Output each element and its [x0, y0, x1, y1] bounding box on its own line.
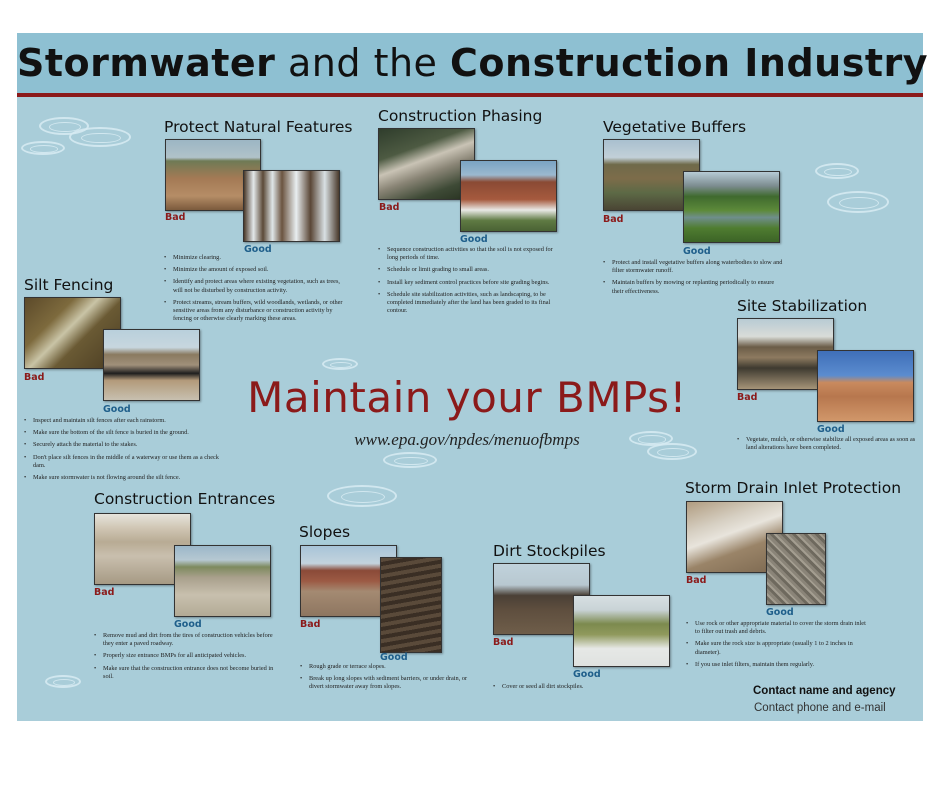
section-title-vegetative-buffers: Vegetative Buffers [603, 118, 747, 136]
water-ripple-icon [815, 163, 859, 179]
label-good: Good [460, 234, 488, 245]
water-ripple-icon [327, 485, 397, 507]
list-item: • Properly size entrance BMPs for all anticipated vehicles. [94, 652, 279, 660]
bullet-list-construction-phasing [378, 246, 558, 319]
list-item: • Maintain buffers by mowing or replanting periodically to ensure their effectiveness. [603, 279, 783, 295]
photo-good-completed-house [460, 160, 557, 232]
list-item: • Cover or seed all dirt stockpiles. [493, 683, 673, 691]
water-ripple-icon [322, 358, 358, 370]
list-item: • Vegetate, mulch, or otherwise stabilize all exposed areas as soon as land alterations have been completed. [737, 436, 917, 452]
label-good: Good [573, 669, 601, 680]
photo-good-gravel-entrance [174, 545, 271, 617]
bullet-list-silt-fencing [24, 417, 219, 486]
water-ripple-icon [21, 141, 65, 155]
water-ripple-icon [827, 191, 889, 213]
label-bad: Bad [603, 214, 624, 225]
page-title [17, 41, 928, 85]
water-ripple-icon [69, 127, 131, 147]
list-item: • Protect and install vegetative buffers along waterbodies to slow and filter stormwater runoff. [603, 259, 783, 275]
water-ripple-icon [45, 675, 81, 688]
list-item: • Make sure the bottom of the silt fence is buried in the ground. [24, 429, 219, 437]
water-ripple-icon [383, 452, 437, 468]
label-bad: Bad [165, 212, 186, 223]
list-item: • Install key sediment control practices before site grading begins. [378, 279, 558, 287]
title-banner [17, 33, 928, 97]
section-title-construction-entrances: Construction Entrances [94, 490, 276, 508]
list-item: • Minimize the amount of exposed soil. [164, 266, 344, 274]
list-item: • Use rock or other appropriate material to cover the storm drain inlet to filter out trash and debris. [686, 620, 866, 636]
list-item: • Break up long slopes with sediment barriers, or under drain, or divert stormwater away from slopes. [300, 675, 480, 691]
bullet-list-vegetative-buffers [603, 259, 783, 300]
label-bad: Bad [686, 575, 707, 586]
label-good: Good [244, 244, 272, 255]
bullet-list-protect-natural-features [164, 254, 344, 327]
title-part-2: and the [288, 41, 438, 85]
photo-good-mulched-area [817, 350, 914, 422]
title-part-1: Stormwater [17, 41, 276, 85]
label-bad: Bad [493, 637, 514, 648]
list-item: • Make sure that the construction entrance does not become buried in soil. [94, 665, 279, 681]
section-title-slopes: Slopes [299, 523, 351, 541]
bullet-list-slopes [300, 663, 480, 696]
list-item: • Don't place silt fences in the middle of a waterway or use them as a check dam. [24, 454, 219, 470]
list-item: • Rough grade or terrace slopes. [300, 663, 480, 671]
contact-phone: Contact phone and e-mail [754, 702, 886, 714]
label-good: Good [766, 607, 794, 618]
list-item: • Schedule site stabilization activities, such as landscaping, to be completed immediately after the land has been graded to its final contour. [378, 291, 558, 316]
list-item: • Sequence construction activities so that the soil is not exposed for long periods of time. [378, 246, 558, 262]
section-title-site-stabilization: Site Stabilization [737, 297, 868, 315]
list-item: • Schedule or limit grading to small areas. [378, 266, 558, 274]
bullet-list-dirt-stockpiles [493, 683, 673, 695]
website-url: www.epa.gov/npdes/menuofbmps [354, 430, 580, 449]
title-part-3: Construction Industry [450, 41, 928, 85]
label-good: Good [683, 246, 711, 257]
list-item: • Identify and protect areas where existing vegetation, such as trees, will not be disturbed by construction activity. [164, 278, 344, 294]
poster [17, 33, 928, 721]
label-good: Good [174, 619, 202, 630]
section-title-dirt-stockpiles: Dirt Stockpiles [493, 542, 606, 560]
list-item: • Minimize clearing. [164, 254, 344, 262]
bullet-list-site-stabilization [737, 436, 917, 456]
list-item: • Make sure the rock size is appropriate (usually 1 to 2 inches in diameter). [686, 640, 866, 656]
label-bad: Bad [300, 619, 321, 630]
bullet-list-construction-entrances [94, 632, 279, 685]
photo-good-wooded-buffer [243, 170, 340, 242]
photo-good-terraced-slope [380, 557, 442, 653]
label-bad: Bad [24, 372, 45, 383]
label-good: Good [380, 652, 408, 663]
photo-good-vegetated-pond [683, 171, 780, 243]
section-title-construction-phasing: Construction Phasing [378, 107, 543, 125]
label-good: Good [817, 424, 845, 435]
list-item: • Protect streams, stream buffers, wild woodlands, wetlands, or other sensitive areas from any disturbance or construction activity by fencing or otherwise clearly marking these areas. [164, 299, 344, 324]
section-title-protect-natural-features: Protect Natural Features [164, 118, 353, 136]
label-bad: Bad [379, 202, 400, 213]
label-good: Good [103, 404, 131, 415]
list-item: • Securely attach the material to the stakes. [24, 441, 219, 449]
headline: Maintain your BMPs! [247, 373, 687, 422]
photo-good-rock-inlet [766, 533, 826, 605]
list-item: • Remove mud and dirt from the tires of construction vehicles before they enter a paved roadway. [94, 632, 279, 648]
list-item: • Inspect and maintain silt fences after each rainstorm. [24, 417, 219, 425]
contact-name: Contact name and agency [753, 685, 896, 697]
list-item: • Make sure stormwater is not flowing around the silt fence. [24, 474, 219, 482]
section-title-silt-fencing: Silt Fencing [24, 276, 114, 294]
label-bad: Bad [737, 392, 758, 403]
list-item: • If you use inlet filters, maintain them regularly. [686, 661, 866, 669]
photo-good-silt-fence [103, 329, 200, 401]
section-title-storm-drain-inlet-protection: Storm Drain Inlet Protection [685, 479, 902, 497]
bullet-list-storm-drain-inlet-protection [686, 620, 866, 673]
label-bad: Bad [94, 587, 115, 598]
photo-good-seeded-stockpile [573, 595, 670, 667]
